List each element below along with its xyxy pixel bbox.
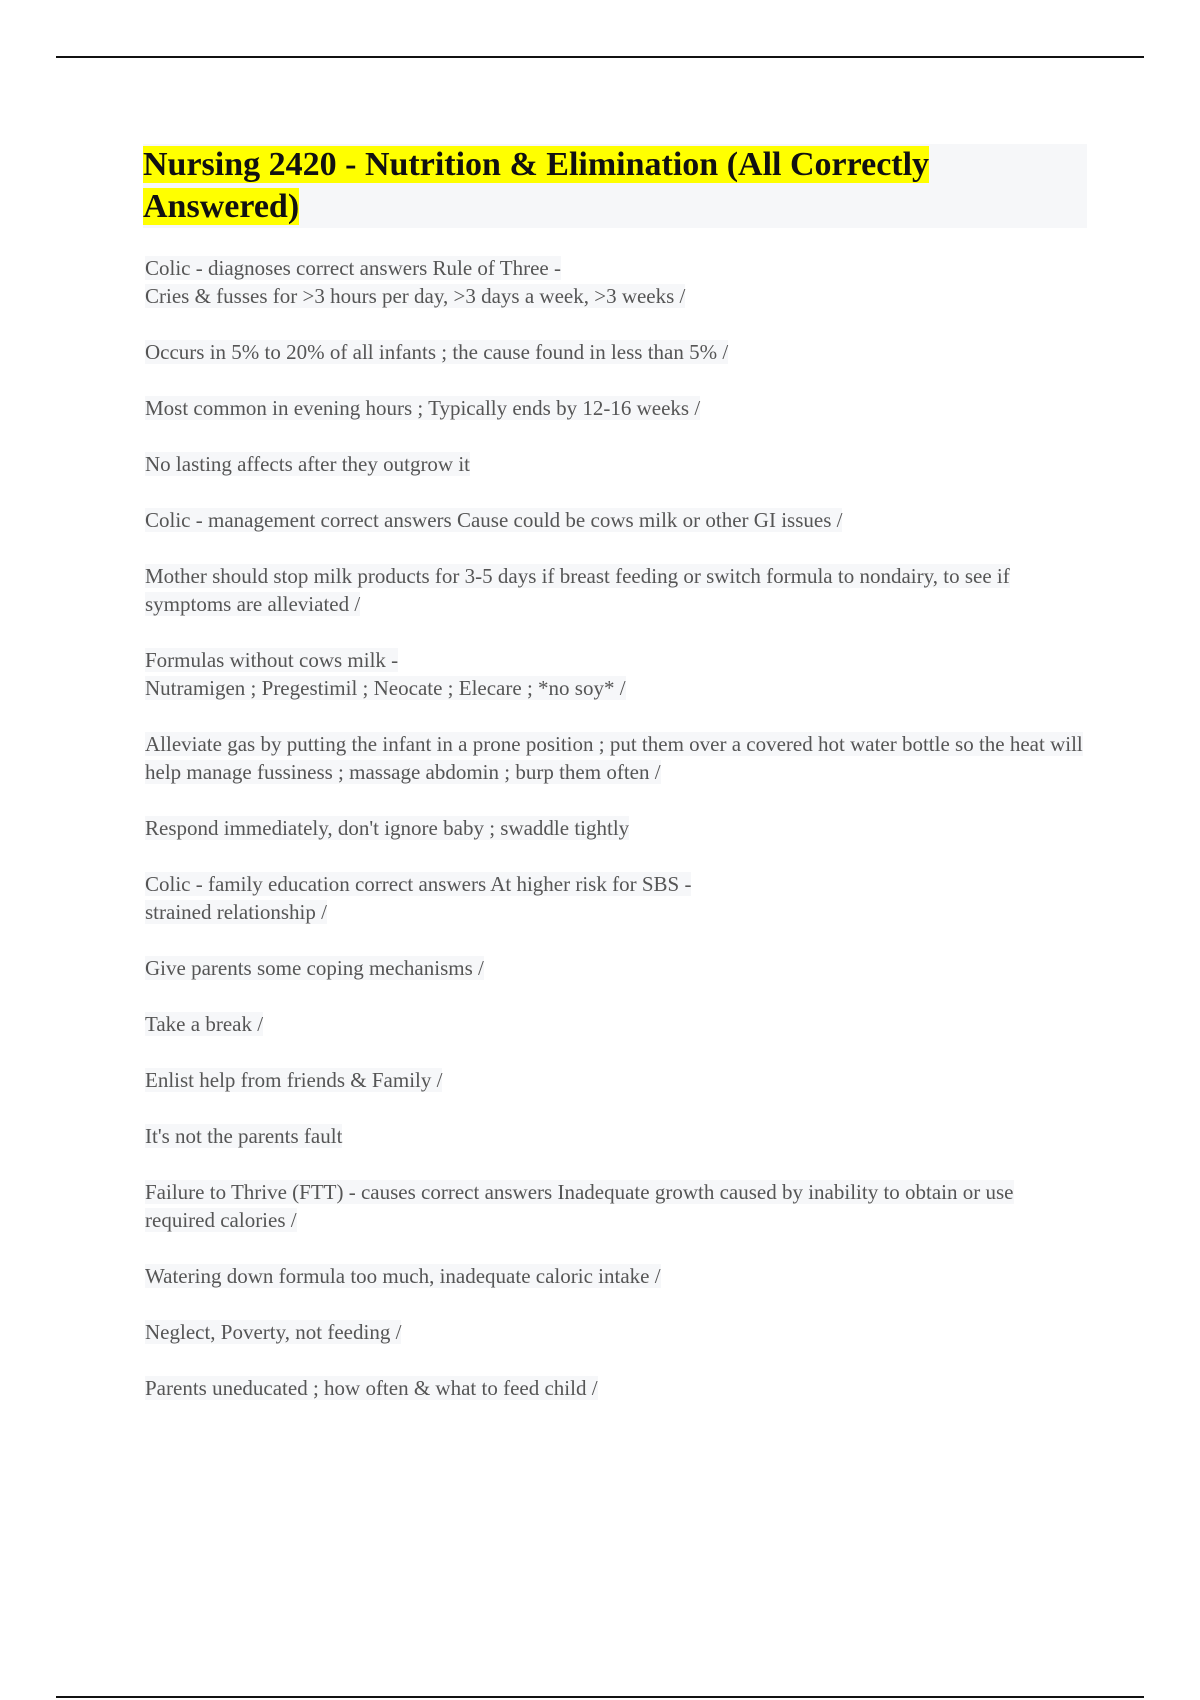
- text-line: Cries & fusses for >3 hours per day, >3 days a week, >3 weeks /: [145, 284, 686, 308]
- text-line: Respond immediately, don't ignore baby ; swaddle tightly: [145, 816, 630, 840]
- paragraph: [145, 338, 1085, 366]
- paragraph: [145, 646, 1085, 702]
- text-line: Mother should stop milk products for 3-5 days if breast feeding or switch formula to nondairy, to see if symptoms are alleviated /: [145, 564, 1010, 616]
- text-line: Formulas without cows milk -: [145, 648, 399, 672]
- paragraph: [145, 254, 1085, 310]
- text-line: Enlist help from friends & Family /: [145, 1068, 443, 1092]
- paragraph: [145, 562, 1085, 618]
- text-line: Occurs in 5% to 20% of all infants ; the cause found in less than 5% /: [145, 340, 729, 364]
- paragraph: [145, 450, 1085, 478]
- paragraph: [145, 1178, 1085, 1234]
- text-line: strained relationship /: [145, 900, 327, 924]
- text-line: Watering down formula too much, inadequate caloric intake /: [145, 1264, 661, 1288]
- paragraph: [145, 954, 1085, 982]
- page-bottom-rule: [56, 1696, 1144, 1698]
- text-line: Alleviate gas by putting the infant in a prone position ; put them over a covered hot water bottle so the heat will help manage fussiness ; massage abdomin ; burp them often /: [145, 732, 1083, 784]
- paragraph: [145, 1318, 1085, 1346]
- text-line: It's not the parents fault: [145, 1124, 343, 1148]
- text-line: Parents uneducated ; how often & what to feed child /: [145, 1376, 598, 1400]
- paragraph: [145, 814, 1085, 842]
- paragraph: [145, 1066, 1085, 1094]
- text-line: Neglect, Poverty, not feeding /: [145, 1320, 402, 1344]
- paragraph: [145, 730, 1085, 786]
- text-line: Take a break /: [145, 1012, 264, 1036]
- paragraph: [145, 394, 1085, 422]
- text-line: Nutramigen ; Pregestimil ; Neocate ; Elecare ; *no soy* /: [145, 676, 626, 700]
- text-line: No lasting affects after they outgrow it: [145, 452, 471, 476]
- document-title: Nursing 2420 - Nutrition & Elimination (All Correctly Answered): [143, 146, 930, 225]
- paragraph: [145, 870, 1085, 926]
- paragraph: [145, 506, 1085, 534]
- paragraph: [145, 1122, 1085, 1150]
- paragraph: [145, 1010, 1085, 1038]
- text-line: Most common in evening hours ; Typically ends by 12-16 weeks /: [145, 396, 701, 420]
- paragraph: [145, 1262, 1085, 1290]
- text-line: Colic - diagnoses correct answers Rule of Three -: [145, 256, 561, 280]
- text-line: Failure to Thrive (FTT) - causes correct answers Inadequate growth caused by inability to obtain or use required calories /: [145, 1180, 1014, 1232]
- text-line: Colic - family education correct answers At higher risk for SBS -: [145, 872, 692, 896]
- page-top-rule: [56, 56, 1144, 58]
- paragraph: [145, 1374, 1085, 1402]
- document-body: [145, 254, 1085, 1430]
- text-line: Colic - management correct answers Cause could be cows milk or other GI issues /: [145, 508, 843, 532]
- document-title-block: [143, 144, 1087, 228]
- text-line: Give parents some coping mechanisms /: [145, 956, 484, 980]
